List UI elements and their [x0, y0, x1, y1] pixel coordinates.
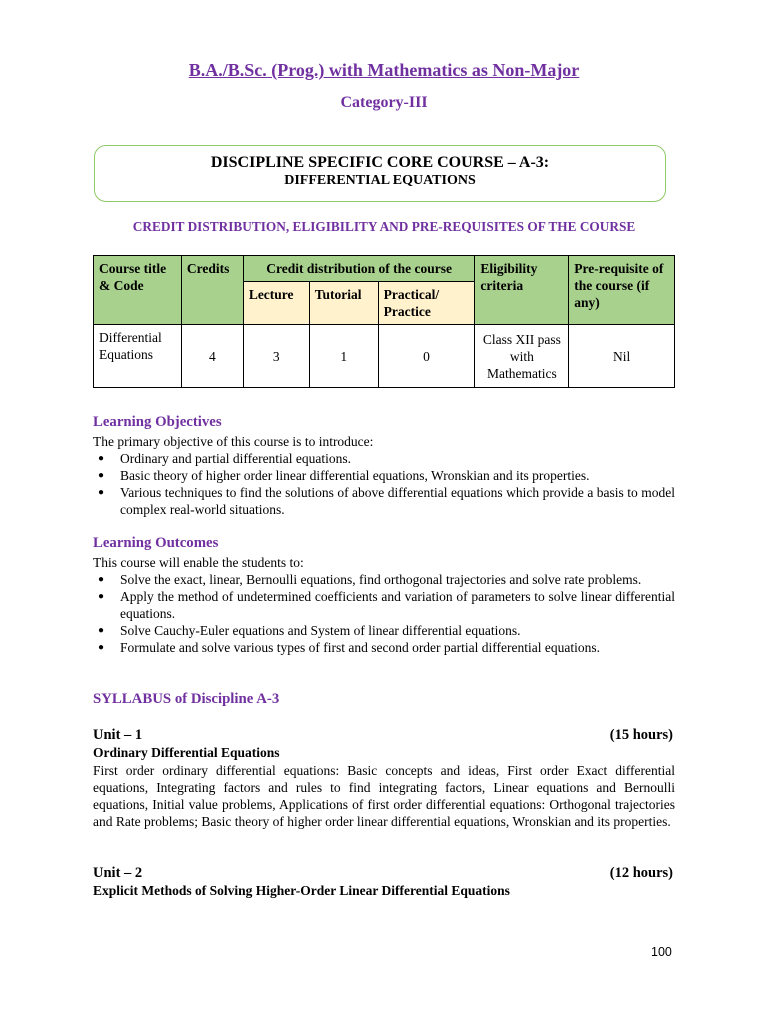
header-tutorial: Tutorial: [309, 282, 378, 325]
cell-lecture: 3: [243, 325, 309, 388]
header-prerequisite: Pre-requisite of the course (if any): [569, 256, 675, 325]
header-eligibility: Eligibility criteria: [475, 256, 569, 325]
course-subheading: DIFFERENTIAL EQUATIONS: [284, 173, 476, 188]
outcomes-heading: Learning Outcomes: [93, 535, 219, 551]
cell-eligibility: Class XII pass with Mathematics: [475, 325, 569, 388]
objectives-list: [93, 450, 675, 518]
cell-practical: 0: [378, 325, 475, 388]
bullet-icon: ●: [98, 591, 105, 602]
cell-prerequisite: Nil: [569, 325, 675, 388]
header-lecture: Lecture: [243, 282, 309, 325]
table-header-row: [94, 256, 675, 282]
outcomes-list: [93, 571, 675, 656]
header-credit-distribution: Credit distribution of the course: [243, 256, 475, 282]
unit-1-text: First order ordinary differential equations: Basic concepts and ideas, First order Exact differential equations, Integrating factors and rules to find integrating factors, Linear equations and Bernoulli equations, Initial value problems, Applications of first order differential equations: Orthogonal trajectories and Rate problems; Basic theory of higher order linear differential equations, Wronskian and its properties.: [93, 763, 675, 829]
credit-table: [93, 255, 675, 388]
unit-2-header: [93, 865, 673, 882]
header-credits: Credits: [181, 256, 243, 325]
bullet-icon: ●: [98, 642, 105, 653]
header-practical: Practical/ Practice: [378, 282, 475, 325]
syllabus-heading: SYLLABUS of Discipline A-3: [93, 691, 280, 707]
category-label: Category-III: [340, 94, 428, 111]
cell-credits: 4: [181, 325, 243, 388]
bullet-icon: ●: [98, 574, 105, 585]
unit-1-label: Unit – 1: [93, 727, 143, 743]
unit-2-label: Unit – 2: [93, 865, 143, 881]
bullet-icon: ●: [98, 625, 105, 636]
list-item: ● Ordinary and partial differential equations.: [98, 451, 352, 466]
credit-section-heading: CREDIT DISTRIBUTION, ELIGIBILITY AND PRE-REQUISITES OF THE COURSE: [132, 219, 636, 234]
list-item: ● Various techniques to find the solutions of above differential equations which provide a basis to model complex real-world situations.: [98, 485, 675, 517]
list-item: ● Formulate and solve various types of first and second order partial differential equations.: [98, 640, 600, 655]
course-heading: DISCIPLINE SPECIFIC CORE COURSE – A-3:: [210, 154, 550, 171]
list-item: ● Solve Cauchy-Euler equations and System of linear differential equations.: [98, 623, 521, 638]
objectives-heading: Learning Objectives: [93, 414, 222, 430]
course-title-box: [94, 145, 666, 202]
outcomes-intro: This course will enable the students to:: [93, 555, 304, 570]
bullet-icon: ●: [98, 470, 105, 481]
page-number: 100: [651, 945, 672, 959]
cell-tutorial: 1: [309, 325, 378, 388]
list-item: ● Apply the method of undetermined coefficients and variation of parameters to solve linear differential equations.: [98, 589, 675, 621]
bullet-icon: ●: [98, 453, 105, 464]
unit-1-hours: (15 hours): [609, 727, 673, 743]
bullet-icon: ●: [98, 487, 105, 498]
unit-1-title: Ordinary Differential Equations: [93, 745, 280, 760]
list-item: ● Solve the exact, linear, Bernoulli equations, find orthogonal trajectories and solve rate problems.: [98, 572, 642, 587]
objectives-intro: The primary objective of this course is to introduce:: [93, 434, 374, 449]
page-title: B.A./B.Sc. (Prog.) with Mathematics as Non-Major: [188, 60, 580, 80]
cell-course-title: Differential Equations: [94, 325, 182, 388]
unit-1-header: [93, 727, 673, 744]
table-row: [94, 325, 675, 388]
unit-2-hours: (12 hours): [609, 865, 673, 881]
unit-2-title: Explicit Methods of Solving Higher-Order Linear Differential Equations: [93, 883, 510, 898]
list-item: ● Basic theory of higher order linear differential equations, Wronskian and its properties.: [98, 468, 590, 483]
header-course-title: Course title & Code: [94, 256, 182, 325]
